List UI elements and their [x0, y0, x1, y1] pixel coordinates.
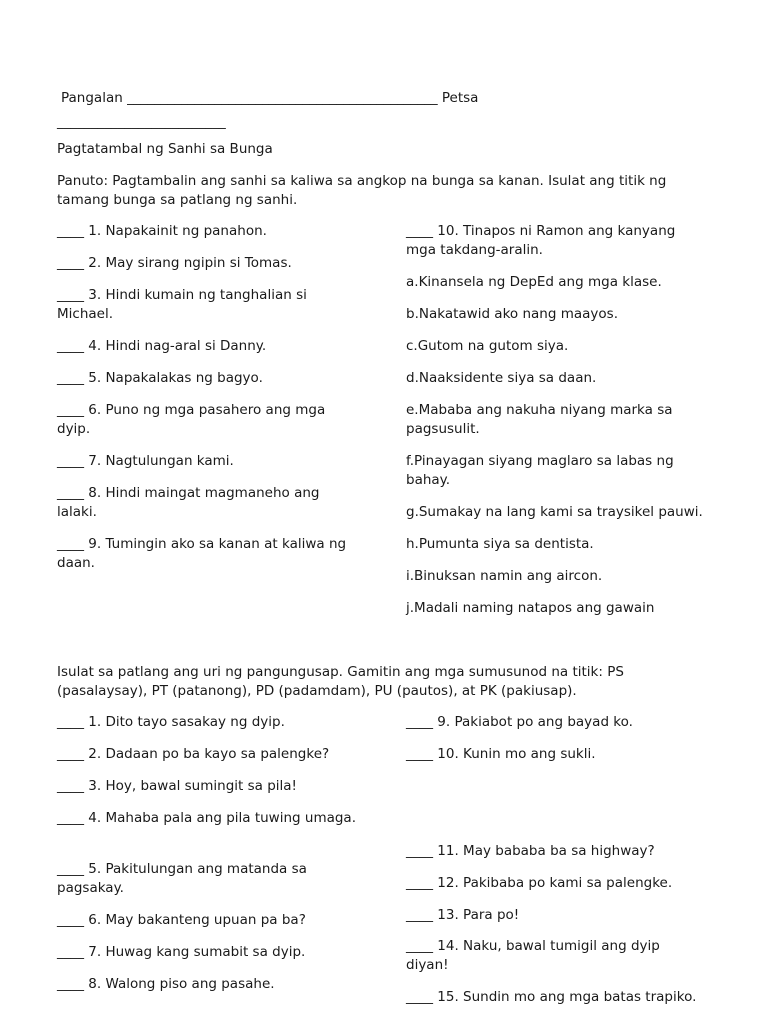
sentence-item: ____ 5. Pakitulungan ang matanda sa pagsakay. — [57, 861, 307, 896]
sentence-item: ____ 4. Mahaba pala ang pila tuwing umaga. — [57, 810, 356, 826]
sentence-item: ____ 9. Pakiabot po ang bayad ko. — [406, 714, 633, 730]
section1-title: Pagtatambal ng Sanhi sa Bunga — [57, 141, 273, 157]
section1-instructions: Panuto: Pagtambalin ang sanhi sa kaliwa sa angkop na bunga sa kanan. Isulat ang titik ng tamang bunga sa patlang ng sanhi. — [57, 173, 667, 208]
sentence-item: ____ 6. May bakanteng upuan pa ba? — [57, 912, 306, 928]
effect-item: d.Naaksidente siya sa daan. — [406, 370, 597, 386]
cause-item: ____ 5. Napakalakas ng bagyo. — [57, 370, 263, 386]
effect-item: b.Nakatawid ako nang maayos. — [406, 306, 618, 322]
effect-item: h.Pumunta siya sa dentista. — [406, 536, 594, 552]
sentence-item: ____ 11. May bababa ba sa highway? — [406, 843, 655, 859]
sentence-item: ____ 2. Dadaan po ba kayo sa palengke? — [57, 746, 330, 762]
effect-item: c.Gutom na gutom siya. — [406, 338, 569, 354]
effect-item: f.Pinayagan siyang maglaro sa labas ng bahay. — [406, 453, 674, 488]
sentence-item: ____ 13. Para po! — [406, 907, 520, 923]
sentence-item: ____ 10. Kunin mo ang sukli. — [406, 746, 596, 762]
cause-item: ____ 1. Napakainit ng panahon. — [57, 223, 267, 239]
cause-item: ____ 9. Tumingin ako sa kanan at kaliwa ng daan. — [57, 536, 347, 571]
sentence-item: ____ 14. Naku, bawal tumigil ang dyip diyan! — [406, 938, 660, 973]
sentence-item: ____ 1. Dito tayo sasakay ng dyip. — [57, 714, 285, 730]
sentence-item: ____ 3. Hoy, bawal sumingit sa pila! — [57, 778, 297, 794]
section2-instructions: Isulat sa patlang ang uri ng pangungusap. Gamitin ang mga sumusunod na titik: PS (pasalaysay), PT (patanong), PD (padamdam), PU (pautos), at PK (pakiusap). — [57, 664, 624, 699]
sentence-item: ____ 7. Huwag kang sumabit sa dyip. — [57, 944, 306, 960]
cause-item: ____ 7. Nagtulungan kami. — [57, 453, 234, 469]
name-date-line: Pangalan ______________________________________________ Petsa — [61, 90, 479, 106]
cause-item: ____ 2. May sirang ngipin si Tomas. — [57, 255, 292, 271]
cause-item: ____ 10. Tinapos ni Ramon ang kanyang mga takdang-aralin. — [406, 223, 676, 258]
cause-item: ____ 8. Hindi maingat magmaneho ang lalaki. — [57, 485, 320, 520]
effect-item: i.Binuksan namin ang aircon. — [406, 568, 603, 584]
sentence-item: ____ 15. Sundin mo ang mga batas trapiko. — [406, 989, 697, 1005]
effect-item: a.Kinansela ng DepEd ang mga klase. — [406, 274, 662, 290]
sentence-item: ____ 12. Pakibaba po kami sa palengke. — [406, 875, 673, 891]
date-blank-line: _________________________ — [57, 114, 226, 130]
sentence-item: ____ 8. Walong piso ang pasahe. — [57, 976, 275, 992]
effect-item: j.Madali naming natapos ang gawain — [406, 600, 655, 616]
effect-item: g.Sumakay na lang kami sa traysikel pauwi. — [406, 504, 703, 520]
effect-item: e.Mababa ang nakuha niyang marka sa pagsusulit. — [406, 402, 673, 437]
cause-item: ____ 3. Hindi kumain ng tanghalian si Michael. — [57, 287, 307, 322]
cause-item: ____ 4. Hindi nag-aral si Danny. — [57, 338, 267, 354]
cause-item: ____ 6. Puno ng mga pasahero ang mga dyip. — [57, 402, 326, 437]
